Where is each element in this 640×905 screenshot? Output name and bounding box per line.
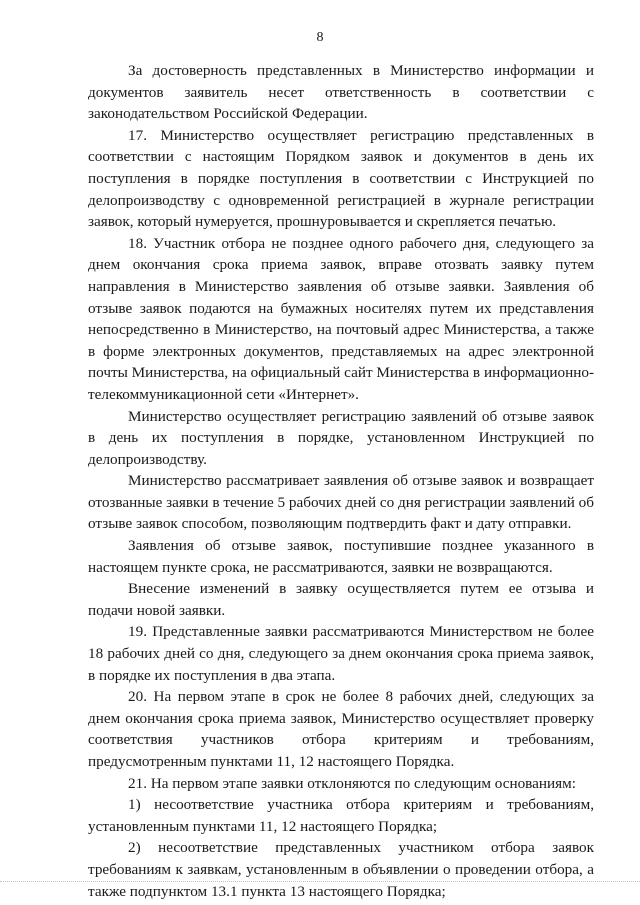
paragraph-reliability: За достоверность представленных в Министерство информации и документов заявитель несет ответственность в соответствии с законодательством Российской Федерации. [88,62,594,123]
paragraph-18-withdrawal: 18. Участник отбора не позднее одного рабочего дня, следующего за днем окончания срока приема заявок, вправе отозвать заявку путем направления в Министерство заявления об отзыве заявки. Заявления об отзыве заявок подаются на бумажных носителях путем их представления непосредственно в Министерство, на почтовый адрес Министерства, а также в форме электронных документов, представляемых на адрес электронной почты Министерства, на официальный сайт Министерства в информационно-телекоммуникационной сети «Интернет». [88,234,594,403]
paragraph-withdrawal-registration: Министерство осуществляет регистрацию заявлений об отзыве заявок в день их поступления в порядке, установленном Инструкцией по делопроизводству. [88,407,594,468]
document-body [88,60,594,902]
paragraph-17-registration: 17. Министерство осуществляет регистрацию представленных в соответствии с настоящим Порядком заявок и документов в день их поступления в порядке поступления в соответствии с Инструкцией по делопроизводству с одновременной регистрацией в журнале регистрации заявок, который нумеруется, прошнуровывается и скрепляется печатью. [88,126,594,231]
scan-artifact-line [0,881,640,884]
paragraph-changes: Внесение изменений в заявку осуществляется путем ее отзыва и подачи новой заявки. [88,580,594,619]
page-number: 8 [316,30,324,45]
paragraph-20-first-stage: 20. На первом этапе в срок не более 8 рабочих дней, следующих за днем окончания срока приема заявок, Министерство осуществляет проверку соответствия участников отбора критериям и требованиям, предусмотренным пунктами 11, 12 настоящего Порядка. [88,688,594,770]
paragraph-withdrawal-review: Министерство рассматривает заявления об отзыве заявок и возвращает отозванные заявки в течение 5 рабочих дней со дня регистрации заявлений об отзыве заявок способом, позволяющим подтвердить факт и дату отправки. [88,472,594,533]
paragraph-19-review: 19. Представленные заявки рассматриваются Министерством не более 18 рабочих дней со дня, следующего за днем окончания срока приема заявок, в порядке их поступления в два этапа. [88,623,594,684]
list-item-2: 2) несоответствие представленных участником отбора заявок требованиям к заявкам, установленным в объявлении о проведении отбора, а также подпунктом 13.1 пункта 13 настоящего Порядка; [88,839,594,900]
paragraph-late-withdrawal: Заявления об отзыве заявок, поступившие позднее указанного в настоящем пункте срока, не рассматриваются, заявки не возвращаются. [88,537,594,576]
list-item-1: 1) несоответствие участника отбора критериям и требованиям, установленным пунктами 11, 12 настоящего Порядка; [88,796,594,835]
paragraph-21-rejection: 21. На первом этапе заявки отклоняются по следующим основаниям: [128,774,576,792]
